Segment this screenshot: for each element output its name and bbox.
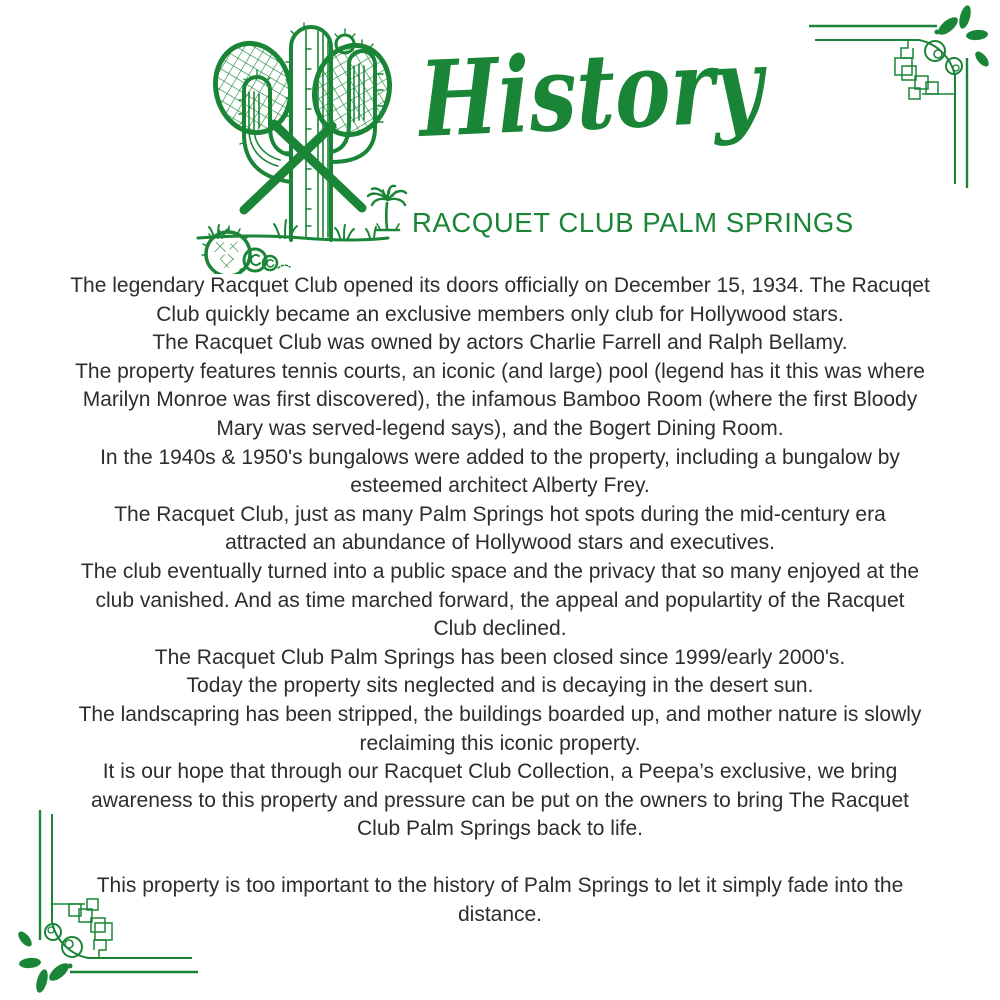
- history-text-line: This property is too important to the history of Palm Springs to let it simply fade into the: [96, 874, 904, 898]
- history-text-line: The Racquet Club was owned by actors Charlie Farrell and Ralph Bellamy.: [152, 331, 848, 355]
- history-text-line: The property features tennis courts, an iconic (and large) pool (legend has it this was where: [75, 359, 925, 383]
- history-text-block: [0, 272, 1000, 930]
- history-text-line: It is our hope that through our Racquet Club Collection, a Peepa’s exclusive, we bring: [102, 760, 898, 784]
- history-text-line: Club quickly became an exclusive members only club for Hollywood stars.: [156, 302, 844, 326]
- history-text-line: In the 1940s & 1950's bungalows were added to the property, including a bungalow by: [100, 445, 900, 469]
- history-text-line: club vanished. And as time marched forward, the appeal and populartity of the Racquet: [95, 588, 905, 612]
- blank-line: [0, 844, 1000, 873]
- history-text-line: Mary was served-legend says), and the Bogert Dining Room.: [216, 416, 784, 440]
- cactus-tennis-rackets-icon: [182, 4, 422, 274]
- page-title: History: [417, 23, 765, 161]
- history-text-line: awareness to this property and pressure can be put on the owners to bring The Racquet: [91, 788, 909, 812]
- history-text-line: esteemed architect Alberty Frey.: [350, 474, 650, 498]
- history-text-line: Marilyn Monroe was first discovered), the infamous Bamboo Room (where the first Bloody: [82, 388, 918, 412]
- history-text-line: distance.: [457, 903, 543, 927]
- history-text-line: The Racquet Club Palm Springs has been closed since 1999/early 2000's.: [154, 645, 846, 669]
- history-text-line: Club Palm Springs back to life.: [357, 817, 643, 841]
- history-text-line: The club eventually turned into a public space and the privacy that so many enjoyed at the: [80, 559, 920, 583]
- history-text-line: attracted an abundance of Hollywood stars and executives.: [225, 531, 775, 555]
- history-text-line: The legendary Racquet Club opened its doors officially on December 15, 1934. The Racuqet: [70, 274, 930, 297]
- page-subtitle: RACQUET CLUB PALM SPRINGS: [412, 207, 854, 238]
- history-text-line: Club declined.: [433, 617, 567, 641]
- palm-tree-icon: [368, 186, 406, 230]
- history-text-line: Today the property sits neglected and is decaying in the desert sun.: [186, 674, 814, 698]
- history-text-line: The Racquet Club, just as many Palm Springs hot spots during the mid-century era: [114, 502, 886, 526]
- history-text-line: The landscapring has been stripped, the buildings boarded up, and mother nature is slowly: [78, 702, 922, 726]
- header: [0, 0, 1000, 270]
- history-text-line: reclaiming this iconic property.: [359, 731, 641, 755]
